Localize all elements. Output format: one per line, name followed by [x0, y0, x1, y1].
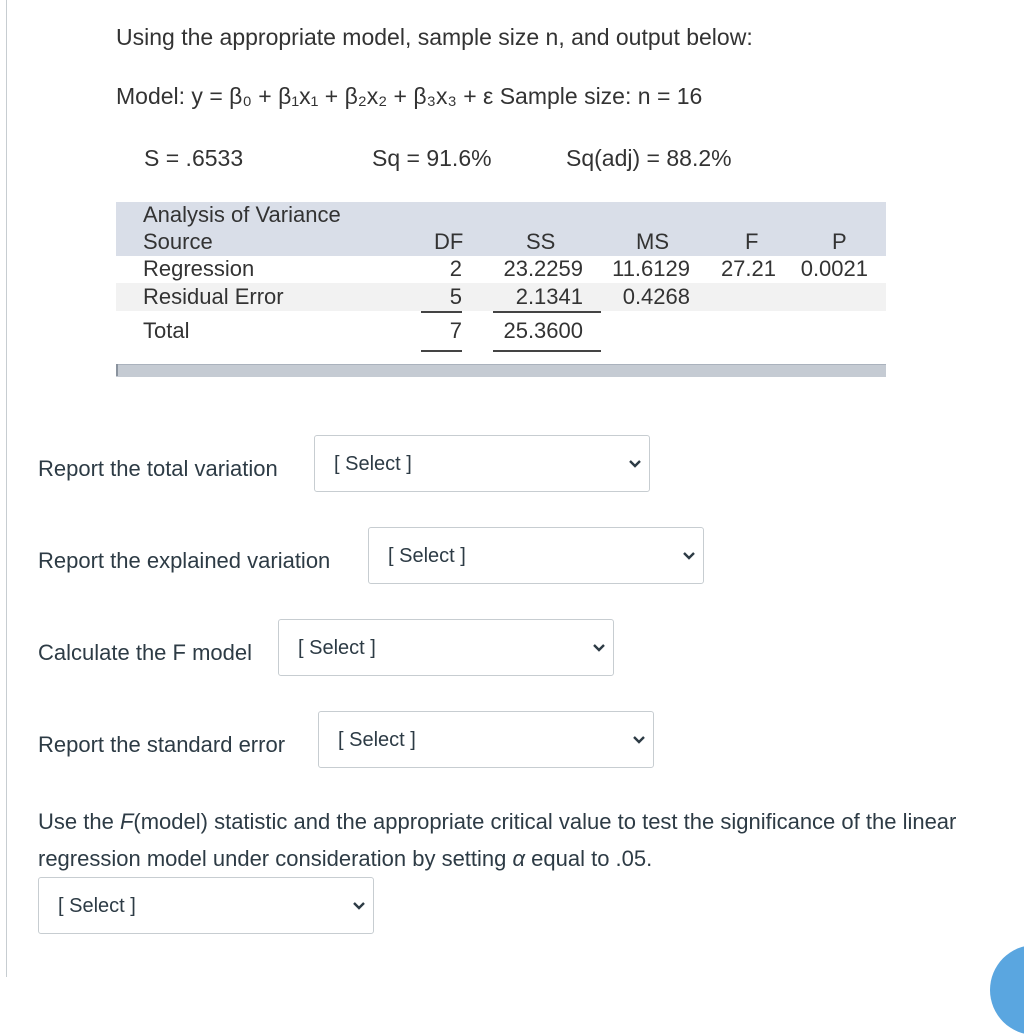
row-ss: 2.1341 — [515, 284, 583, 309]
help-button[interactable] — [990, 945, 1024, 1035]
alpha-symbol: α — [512, 846, 526, 871]
final-question-part: equal to .05. — [525, 846, 653, 871]
question-label-standard-error: Report the standard error — [38, 732, 286, 757]
select-significance-test[interactable] — [38, 877, 374, 934]
header-ss: SS — [526, 229, 556, 254]
row-f: 27.21 — [720, 256, 776, 281]
select-f-model[interactable] — [278, 619, 614, 676]
select-total-variation[interactable] — [314, 435, 650, 492]
total-rule — [493, 350, 601, 352]
chevron-down-icon — [628, 458, 642, 470]
question-label-f-model: Calculate the F model — [38, 640, 252, 665]
row-ss: 25.3600 — [503, 318, 583, 343]
output-intro: Using the appropriate model, sample size n, and output below: — [116, 24, 753, 50]
header-df: DF — [434, 229, 464, 254]
row-ss: 23.2259 — [503, 256, 583, 281]
select-value: [ Select ] — [338, 729, 416, 751]
row-source: Total — [143, 318, 190, 343]
sum-rule — [421, 311, 462, 313]
model-equation: Model: y = β₀ + β₁x₁ + β₂x₂ + β₃x₃ + ε Sample size: n = 16 — [116, 83, 703, 109]
header-p: P — [832, 229, 847, 254]
final-question-part: Use the — [38, 809, 120, 834]
question-label-explained-variation: Report the explained variation — [38, 548, 331, 573]
sq-adj-value: Sq(adj) = 88.2% — [566, 145, 732, 171]
sq-value: Sq = 91.6% — [372, 145, 492, 171]
sum-rule — [493, 311, 601, 313]
chevron-down-icon — [352, 900, 366, 912]
row-df: 5 — [449, 284, 462, 309]
chevron-down-icon — [632, 734, 646, 746]
total-rule — [421, 350, 462, 352]
header-ms: MS — [636, 229, 669, 254]
f-term: F — [119, 809, 134, 834]
final-question-text — [38, 803, 1008, 877]
select-value: [ Select ] — [388, 545, 466, 567]
chevron-down-icon — [682, 550, 696, 562]
question-label-total-variation: Report the total variation — [38, 456, 278, 481]
select-value: [ Select ] — [58, 895, 136, 917]
row-df: 2 — [449, 256, 462, 281]
chevron-down-icon — [592, 642, 606, 654]
row-source: Residual Error — [143, 284, 284, 309]
final-question-part: (model) statistic and the appropriate critical value to test the significance of the linear regression model under consideration by setting — [38, 809, 957, 871]
select-explained-variation[interactable] — [368, 527, 704, 584]
regression-output-image — [0, 0, 1024, 390]
image-bottom-bar — [116, 364, 886, 377]
row-df: 7 — [449, 318, 462, 343]
row-source: Regression — [143, 256, 255, 281]
row-p: 0.0021 — [800, 256, 868, 281]
image-bottom-tick — [116, 364, 118, 376]
select-value: [ Select ] — [298, 637, 376, 659]
select-standard-error[interactable] — [318, 711, 654, 768]
row-ms: 11.6129 — [612, 256, 690, 281]
select-value: [ Select ] — [334, 453, 412, 475]
header-source: Source — [143, 229, 213, 254]
s-value: S = .6533 — [144, 145, 244, 171]
header-f: F — [745, 229, 759, 254]
row-ms: 0.4268 — [622, 284, 690, 309]
anova-title: Analysis of Variance — [143, 202, 341, 227]
